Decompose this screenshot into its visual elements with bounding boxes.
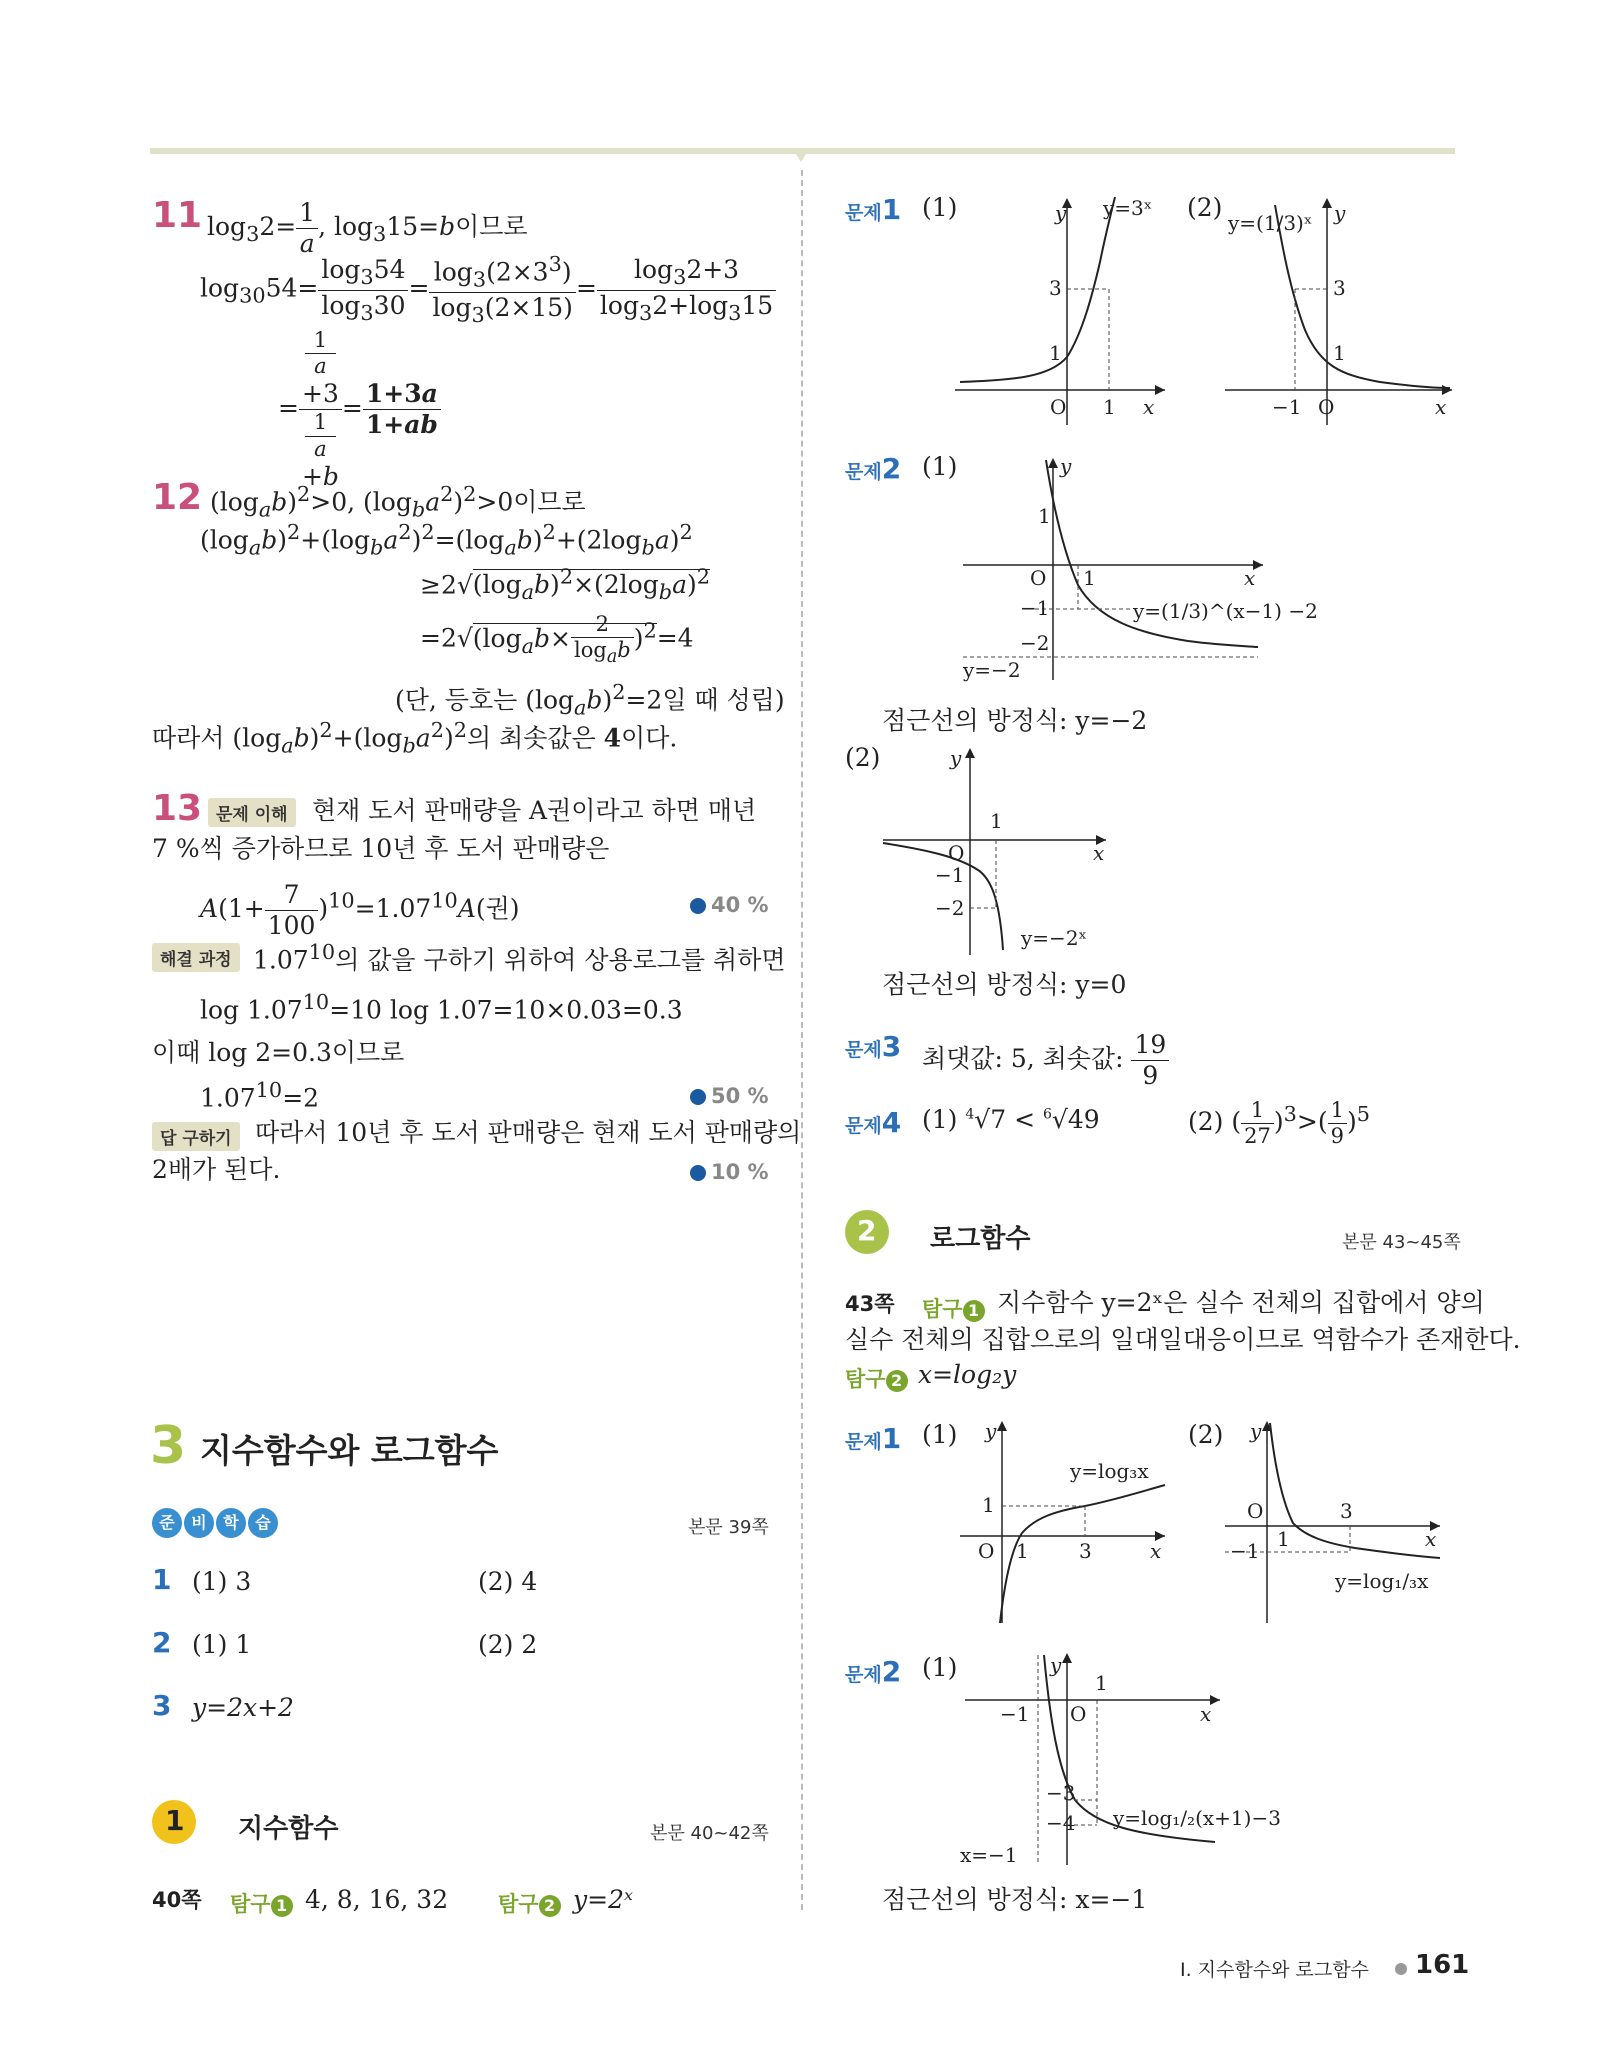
graph-log-third-x xyxy=(1225,1418,1450,1628)
problem-12-line6: 따라서 $(\log_ab)^2+(\log_ba^2)^2$의 최솟값은 4이다. xyxy=(152,718,678,758)
svg-text:1: 1 xyxy=(982,1493,995,1517)
exercise-2-part2: (2) xyxy=(845,743,881,772)
prep-badge: 준 xyxy=(152,1508,182,1538)
svg-text:1: 1 xyxy=(1277,1527,1290,1551)
explore-1-answer: 4, 8, 16, 32 xyxy=(305,1885,449,1914)
exercise-2-asymptote-1: 점근선의 방정식: y=−2 xyxy=(882,706,1148,735)
svg-text:−1: −1 xyxy=(1020,596,1050,620)
graph-log-half-asymptote-label: x=−1 xyxy=(960,1843,1018,1867)
log-exercise-2-asymptote: 점근선의 방정식: x=−1 xyxy=(882,1885,1148,1914)
svg-text:1: 1 xyxy=(1016,1539,1029,1563)
problem-13-line6: 이때 log 2=0.3이므로 xyxy=(152,1038,405,1067)
svg-text:3: 3 xyxy=(1079,1539,1092,1563)
svg-text:3: 3 xyxy=(1340,1499,1353,1523)
subsection-2-title: 로그함수 xyxy=(930,1224,1031,1254)
graph-y-3x-label: y=3ˣ xyxy=(1103,196,1153,220)
explore-2-1-line2: 실수 전체의 집합으로의 일대일대응이므로 역함수가 존재한다. xyxy=(845,1325,1521,1354)
exercise-2-label: 문제2 xyxy=(845,452,902,485)
problem-13-line9: 2배가 된다. xyxy=(152,1155,281,1184)
graph-log3x-label: y=log₃x xyxy=(1070,1459,1149,1483)
prep-item-2-a: (1) 1 xyxy=(192,1630,252,1659)
svg-text:3: 3 xyxy=(1333,276,1346,300)
svg-text:O: O xyxy=(978,1539,995,1563)
prep-item-1-number: 1 xyxy=(152,1563,172,1596)
problem-13-score-10: 10 % xyxy=(690,1160,769,1184)
svg-text:1: 1 xyxy=(1095,1671,1108,1695)
column-divider xyxy=(801,170,803,1910)
subsection-2-mark: 2 xyxy=(857,1214,877,1247)
problem-12-line2: $(\log_ab)^2+(\log_ba^2)^2=(\log_ab)^2+(2\log_ba)^2$ xyxy=(200,520,693,560)
graph-y-third-x xyxy=(1220,190,1460,430)
subsection-1-ref: 본문 40~42쪽 xyxy=(650,1823,769,1844)
graph-log-third-x-label: y=log₁/₃x xyxy=(1335,1569,1429,1593)
exercise-2-part1: (1) xyxy=(922,452,958,481)
log-exercise-1-part1: (1) xyxy=(922,1420,958,1449)
page-number: 161 xyxy=(1415,1950,1470,1980)
problem-11-eq2: = 1 a +3 1 a +b = $\frac{1+3a}{1+ab}$ xyxy=(278,328,441,492)
problem-13-line5: $\log 1.07^{10}=10$ log 1.07=10×0.03=0.3 xyxy=(200,990,683,1025)
exercise-1-part1: (1) xyxy=(922,193,958,222)
subsection-2-ref: 본문 43~45쪽 xyxy=(1342,1232,1461,1253)
problem-11-text: $\log_32=$ $\frac{1}{a}$ , $\log_315=b$이므로 xyxy=(207,198,528,258)
exercise-4-b: (2) ( $\frac{1}{27}$ )$^3$>( $\frac{1}{9}$ )$^5$ xyxy=(1188,1098,1370,1149)
problem-13-badge-understand: 문제 이해 xyxy=(208,798,296,827)
svg-text:x: x xyxy=(1435,395,1447,419)
graph-log-half-x-plus-1 xyxy=(960,1650,1320,1875)
explore-2-2: 탐구 2 xyxy=(845,1363,908,1393)
problem-13-line2: 7 %씩 증가하므로 10년 후 도서 판매량은 xyxy=(152,834,610,863)
svg-text:1: 1 xyxy=(1333,341,1346,365)
explore-2-answer: y=2ˣ xyxy=(573,1885,633,1914)
problem-13-line4: 1.07$^{10}$의 값을 구하기 위하여 상용로그를 취하면 xyxy=(253,940,786,975)
problem-11-eq1: $\log_{30}54=$ $\frac{\log_354}{\log_330}$ = $\frac{\log_3(2\times 3^3)}{\log_3(2\times 15)}$ = $\frac{\log_32+3}{\log_32+\log_315}$ xyxy=(200,252,776,328)
graph-log-half-label: y=log₁/₂(x+1)−3 xyxy=(1113,1806,1281,1830)
svg-text:−2: −2 xyxy=(1020,631,1050,655)
svg-text:x: x xyxy=(1200,1702,1212,1726)
subsection-1-title: 지수함수 xyxy=(238,1814,339,1844)
prep-item-3-number: 3 xyxy=(152,1689,172,1722)
log-exercise-2-label: 문제2 xyxy=(845,1655,902,1688)
svg-text:−2: −2 xyxy=(935,896,965,920)
exercise-4-a: (1) $^4$√7 < $^6$√49 xyxy=(922,1105,1100,1134)
prep-badge: 비 xyxy=(184,1508,214,1538)
log-exercise-1-label: 문제1 xyxy=(845,1422,902,1455)
problem-12-number: 12 xyxy=(152,477,203,518)
svg-text:1: 1 xyxy=(1038,504,1051,528)
problem-12-line5: (단, 등호는 $(\log_ab)^2=2$일 때 성립) xyxy=(395,680,785,720)
prep-item-2-number: 2 xyxy=(152,1626,172,1659)
svg-text:x: x xyxy=(1093,841,1105,865)
footer-dot xyxy=(1395,1963,1407,1975)
explore-2-2-answer: x=log₂y xyxy=(918,1360,1017,1389)
problem-13-line3: A(1+ $\frac{7}{100}$ )$^{10}=1.07^{10}A$(권) xyxy=(200,880,520,940)
problem-13-line7: $1.07^{10}=2$ xyxy=(200,1078,320,1113)
explore-1: 탐구 1 xyxy=(230,1888,293,1918)
svg-text:O: O xyxy=(1318,395,1335,419)
svg-text:−3: −3 xyxy=(1046,1781,1076,1805)
graph-y-3x xyxy=(955,190,1175,430)
prep-item-1-b: (2) 4 xyxy=(478,1567,538,1596)
svg-text:O: O xyxy=(1070,1702,1087,1726)
problem-13-number: 13 xyxy=(152,788,203,829)
prep-badge: 학 xyxy=(216,1508,246,1538)
svg-text:O: O xyxy=(1050,395,1067,419)
svg-text:−4: −4 xyxy=(1046,1811,1076,1835)
svg-text:y: y xyxy=(1334,201,1346,225)
problem-13-badge-answer: 답 구하기 xyxy=(152,1122,240,1151)
prep-item-1-a: (1) 3 xyxy=(192,1567,252,1596)
problem-12-line3: $\ge 2√(\log_ab)^2\times(2\log_ba)^2$ xyxy=(420,565,711,605)
exercise-3-label: 문제3 xyxy=(845,1030,902,1063)
graph-exercise-2-2 xyxy=(878,745,1118,960)
svg-text:y: y xyxy=(1055,201,1067,225)
svg-text:−1: −1 xyxy=(1230,1539,1260,1563)
explore-2: 탐구 2 xyxy=(498,1888,561,1918)
exercise-1-label: 문제1 xyxy=(845,193,902,226)
exercise-3-text: 최댓값: 5, 최솟값: $\frac{19}{9}$ xyxy=(922,1030,1169,1091)
graph-y-third-x-label: y=(1/3)ˣ xyxy=(1228,211,1313,235)
exercise-4-label: 문제4 xyxy=(845,1106,902,1139)
problem-12-line1: $(\log_ab)^2>0$, $(\log_ba^2)^2>0$이므로 xyxy=(210,482,586,522)
svg-text:O: O xyxy=(1247,1499,1264,1523)
svg-text:x: x xyxy=(1244,566,1256,590)
svg-text:3: 3 xyxy=(1049,276,1062,300)
explore-2-1-line1: 지수함수 y=2ˣ은 실수 전체의 집합에서 양의 xyxy=(997,1288,1485,1317)
section-3-title: 지수함수와 로그함수 xyxy=(200,1431,499,1470)
svg-text:O: O xyxy=(1030,566,1047,590)
svg-text:O: O xyxy=(948,841,965,865)
top-rule-notch xyxy=(792,148,810,162)
svg-text:y: y xyxy=(985,1419,997,1443)
prep-item-2-b: (2) 2 xyxy=(478,1630,538,1659)
svg-text:y: y xyxy=(1050,1653,1062,1677)
graph-exercise-2-1-asymptote-label: y=−2 xyxy=(963,658,1021,682)
prep-study-badges xyxy=(152,1508,278,1538)
graph-exercise-2-2-label: y=−2ˣ xyxy=(1021,926,1088,950)
problem-13-line8: 따라서 10년 후 도서 판매량은 현재 도서 판매량의 xyxy=(255,1118,802,1147)
svg-text:x: x xyxy=(1143,395,1155,419)
subsection-1-page: 40쪽 xyxy=(152,1888,202,1912)
exercise-1-part2: (2) xyxy=(1187,193,1223,222)
problem-13-badge-solve: 해결 과정 xyxy=(152,943,240,972)
section-3-ref: 본문 39쪽 xyxy=(688,1517,769,1538)
svg-text:−1: −1 xyxy=(935,863,965,887)
log-exercise-1-part2: (2) xyxy=(1188,1420,1224,1449)
svg-text:−1: −1 xyxy=(1000,1702,1030,1726)
svg-text:y: y xyxy=(1250,1419,1262,1443)
svg-text:1: 1 xyxy=(990,809,1003,833)
svg-text:−1: −1 xyxy=(1272,395,1302,419)
problem-11-number: 11 xyxy=(152,195,203,236)
svg-text:1: 1 xyxy=(1083,566,1096,590)
subsection-1-mark: 1 xyxy=(165,1804,185,1837)
log-exercise-2-part1: (1) xyxy=(922,1653,958,1682)
graph-log3x xyxy=(960,1418,1175,1628)
graph-exercise-2-1-label: y=(1/3)^(x−1) −2 xyxy=(1133,599,1318,623)
explore-2-1: 탐구 1 xyxy=(922,1293,985,1323)
svg-text:x: x xyxy=(1150,1539,1162,1563)
prep-item-3-a: y=2x+2 xyxy=(192,1693,294,1722)
svg-text:x: x xyxy=(1425,1527,1437,1551)
subsection-2-page: 43쪽 xyxy=(845,1292,895,1316)
problem-13-score-50: 50 % xyxy=(690,1084,769,1108)
svg-text:y: y xyxy=(1060,454,1072,478)
exercise-2-asymptote-2: 점근선의 방정식: y=0 xyxy=(882,970,1127,999)
section-3-mark: 3 xyxy=(150,1416,187,1476)
svg-text:1: 1 xyxy=(1049,341,1062,365)
footer-chapter: Ⅰ. 지수함수와 로그함수 xyxy=(1180,1959,1369,1981)
graph-exercise-2-1 xyxy=(958,454,1318,685)
problem-12-line4: $=2√(\log_ab\times$ $\frac{2}{\log_ab}$ )$^2$=4 xyxy=(420,612,694,668)
problem-13-line1: 현재 도서 판매량을 A권이라고 하면 매년 xyxy=(312,796,757,825)
problem-13-score-40: 40 % xyxy=(690,893,769,917)
svg-text:y: y xyxy=(950,746,962,770)
prep-badge: 습 xyxy=(248,1508,278,1538)
svg-text:1: 1 xyxy=(1103,395,1116,419)
